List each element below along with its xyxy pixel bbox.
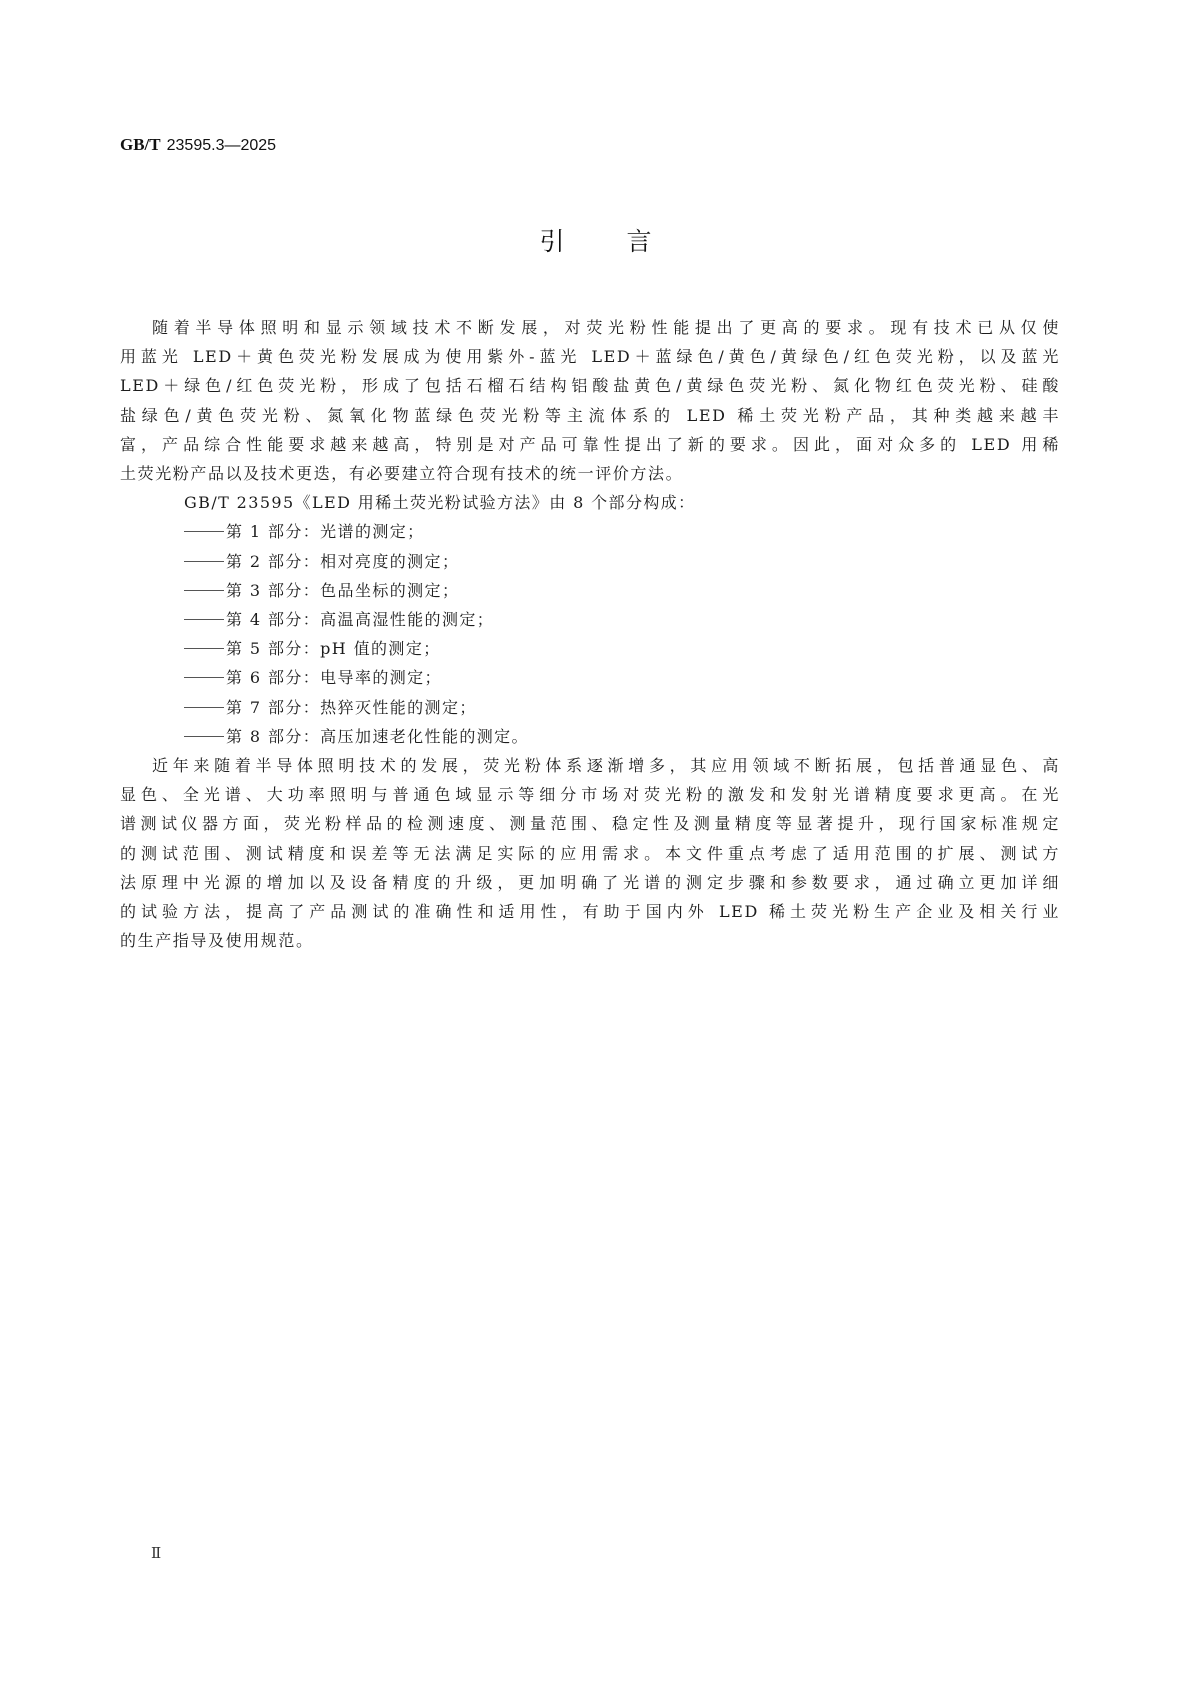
standard-code-header [120,133,276,158]
text-line: 用蓝光 LED＋黄色荧光粉发展成为使用紫外-蓝光 LED＋蓝绿色/黄色/黄绿色/红色荧光粉，以及蓝光 [120,347,1060,367]
page-title [0,224,1191,260]
list-item: 第 2 部分：相对亮度的测定； [120,547,1060,576]
parts-intro: GB/T 23595《LED 用稀土荧光粉试验方法》由 8 个部分构成： [184,493,696,513]
text-line: 富，产品综合性能要求越来越高，特别是对产品可靠性提出了新的要求。因此，面对众多的 LED 用稀 [120,434,1060,454]
parts-list [120,517,1060,751]
page-number: Ⅱ [151,1544,162,1562]
dash-icon [184,648,224,649]
standard-number: 23595.3—2025 [166,137,277,154]
text-line: 土荧光粉产品以及技术更迭，有必要建立符合现有技术的统一评价方法。 [120,464,684,484]
list-item: 第 3 部分：色品坐标的测定； [120,576,1060,605]
text-line: 的生产指导及使用规范。 [120,931,314,951]
text-line: 法原理中光源的增加以及设备精度的升级，更加明确了光谱的测定步骤和参数要求，通过确立更加详细 [120,872,1060,892]
list-item: 第 4 部分：高温高湿性能的测定； [120,605,1060,634]
text-line: 的试验方法，提高了产品测试的准确性和适用性，有助于国内外 LED 稀土荧光粉生产企业及相关行业 [120,902,1060,922]
paragraph-parts [120,488,1060,751]
list-item: 第 1 部分：光谱的测定； [120,517,1060,546]
list-item: 第 8 部分：高压加速老化性能的测定。 [120,722,1060,751]
document-body [120,313,1060,955]
paragraph-rationale [120,751,1060,955]
dash-icon [184,619,224,620]
standard-prefix: GB/T [120,135,161,154]
dash-icon [184,707,224,708]
dash-icon [184,561,224,562]
text-line: 近年来随着半导体照明技术的发展，荧光粉体系逐渐增多，其应用领域不断拓展，包括普通显色、高 [152,756,1060,776]
paragraph-background [120,313,1060,488]
text-line: 盐绿色/黄色荧光粉、氮氧化物蓝绿色荧光粉等主流体系的 LED 稀土荧光粉产品，其种类越来越丰 [120,405,1060,425]
text-line: LED＋绿色/红色荧光粉，形成了包括石榴石结构铝酸盐黄色/黄绿色荧光粉、氮化物红色荧光粉、硅酸 [120,376,1060,396]
dash-icon [184,590,224,591]
list-item: 第 5 部分：pH 值的测定； [120,634,1060,663]
list-item: 第 7 部分：热猝灭性能的测定； [120,693,1060,722]
dash-icon [184,531,224,532]
dash-icon [184,736,224,737]
dash-icon [184,677,224,678]
text-line: 随着半导体照明和显示领域技术不断发展，对荧光粉性能提出了更高的要求。现有技术已从仅使 [152,318,1060,337]
title-char-1: 引 [539,227,565,256]
text-line: 显色、全光谱、大功率照明与普通色域显示等细分市场对荧光粉的激发和发射光谱精度要求更高。在光 [120,785,1060,805]
text-line: 的测试范围、测试精度和误差等无法满足实际的应用需求。本文件重点考虑了适用范围的扩展、测试方 [120,843,1060,863]
title-char-2: 言 [626,227,652,256]
list-item: 第 6 部分：电导率的测定； [120,663,1060,692]
text-line: 谱测试仪器方面，荧光粉样品的检测速度、测量范围、稳定性及测量精度等显著提升，现行国家标准规定 [120,814,1060,834]
